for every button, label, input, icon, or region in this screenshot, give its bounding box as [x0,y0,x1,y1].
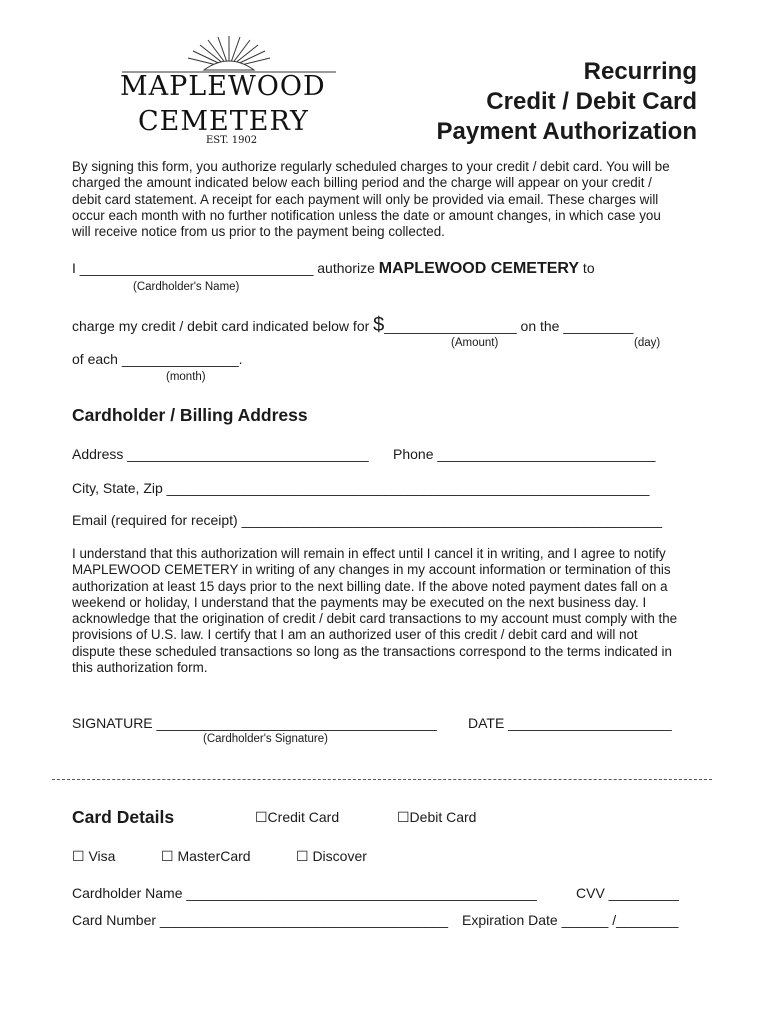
company-name: MAPLEWOOD CEMETERY [378,260,580,277]
authorize-line [72,260,595,278]
mastercard-checkbox[interactable]: ☐ MasterCard [161,848,251,864]
logo-est: EST. 1902 [206,135,258,146]
authorize-text: authorize [313,260,379,276]
agreement-line: MAPLEWOOD CEMETERY in writing of any changes in my account information or termination of this [72,562,671,578]
intro-line: charged the amount indicated below each billing period and the charge will appear on your credit / [72,175,652,191]
date-field[interactable]: DATE _____________________ [468,715,672,731]
day-caption: (day) [634,337,661,349]
agreement-line: this authorization form. [72,660,208,676]
billing-heading: Cardholder / Billing Address [72,405,308,425]
cardholder-name-field[interactable]: I ______________________________ [72,260,314,276]
card-number-field[interactable]: Card Number _____________________________________ [72,912,449,928]
signature-caption: (Cardholder's Signature) [203,733,328,745]
charge-text: charge my credit / debit card indicated below for [72,318,374,334]
agreement-line: weekend or holiday, I understand that the payments may be executed on the next business day. I [72,594,647,610]
signature-field[interactable]: SIGNATURE ____________________________________ [72,715,437,731]
authorize-to: to [579,260,595,276]
month-field[interactable]: of each _______________. [72,351,243,367]
logo-cemetery: CEMETERY [138,106,309,137]
dollar-sign: $ [373,314,385,336]
title-line-1: Recurring [583,58,697,85]
expiration-date-field[interactable]: Expiration Date ______ /________ [462,912,679,928]
month-caption: (month) [166,371,206,383]
logo-maplewood: MAPLEWOOD [120,71,326,102]
intro-line: By signing this form, you authorize regularly scheduled charges to your credit / debit card. You will be [72,159,670,174]
agreement-paragraph [72,546,702,676]
cvv-field[interactable]: CVV _________ [576,885,679,901]
discover-checkbox[interactable]: ☐ Discover [296,848,367,864]
dashed-divider [52,779,712,780]
amount-caption: (Amount) [451,337,499,349]
amount-field[interactable]: _________________ [384,318,517,334]
agreement-line: provisions of U.S. law. I certify that I am an authorized user of this credit / debit card and will not [72,627,638,643]
sunburst-icon [118,34,340,74]
day-field[interactable]: on the _________ [516,318,634,334]
address-field[interactable]: Address _______________________________ [72,446,369,462]
cardholder-name-caption: (Cardholder's Name) [133,281,240,293]
cardholder-name-field-card[interactable]: Cardholder Name _____________________________________________ [72,885,537,901]
email-field[interactable]: Email (required for receipt) ______________________________________________________ [72,512,663,528]
intro-line: occur each month with no further notification unless the date or amount changes, in which case you [72,207,661,223]
card-details-heading: Card Details [72,807,175,827]
intro-paragraph [72,159,702,240]
debit-card-checkbox[interactable]: ☐Debit Card [397,809,477,825]
intro-line: debit card statement. A receipt for each payment will only be provided via email. These charges will [72,191,659,207]
maplewood-logo [118,34,340,148]
agreement-line: authorization at least 15 days prior to the next billing date. If the above noted payment dates fall on a [72,578,668,594]
charge-line [72,314,633,337]
agreement-line: dispute these scheduled transactions so long as the transactions correspond to the terms indicated in [72,643,672,659]
city-state-zip-field[interactable]: City, State, Zip ______________________________________________________________ [72,480,650,496]
intro-line: will receive notice from us prior to the payment being collected. [72,224,445,240]
title-line-3: Payment Authorization [436,118,697,145]
visa-checkbox[interactable]: ☐ Visa [72,848,116,864]
title-line-2: Credit / Debit Card [486,88,697,115]
credit-card-checkbox[interactable]: ☐Credit Card [255,809,340,825]
agreement-line: acknowledge that the origination of credit / debit card transactions to my account must comply with the [72,611,678,627]
phone-field[interactable]: Phone ____________________________ [393,446,656,462]
agreement-line: I understand that this authorization will remain in effect until I cancel it in writing, and I agree to notify [72,546,666,561]
